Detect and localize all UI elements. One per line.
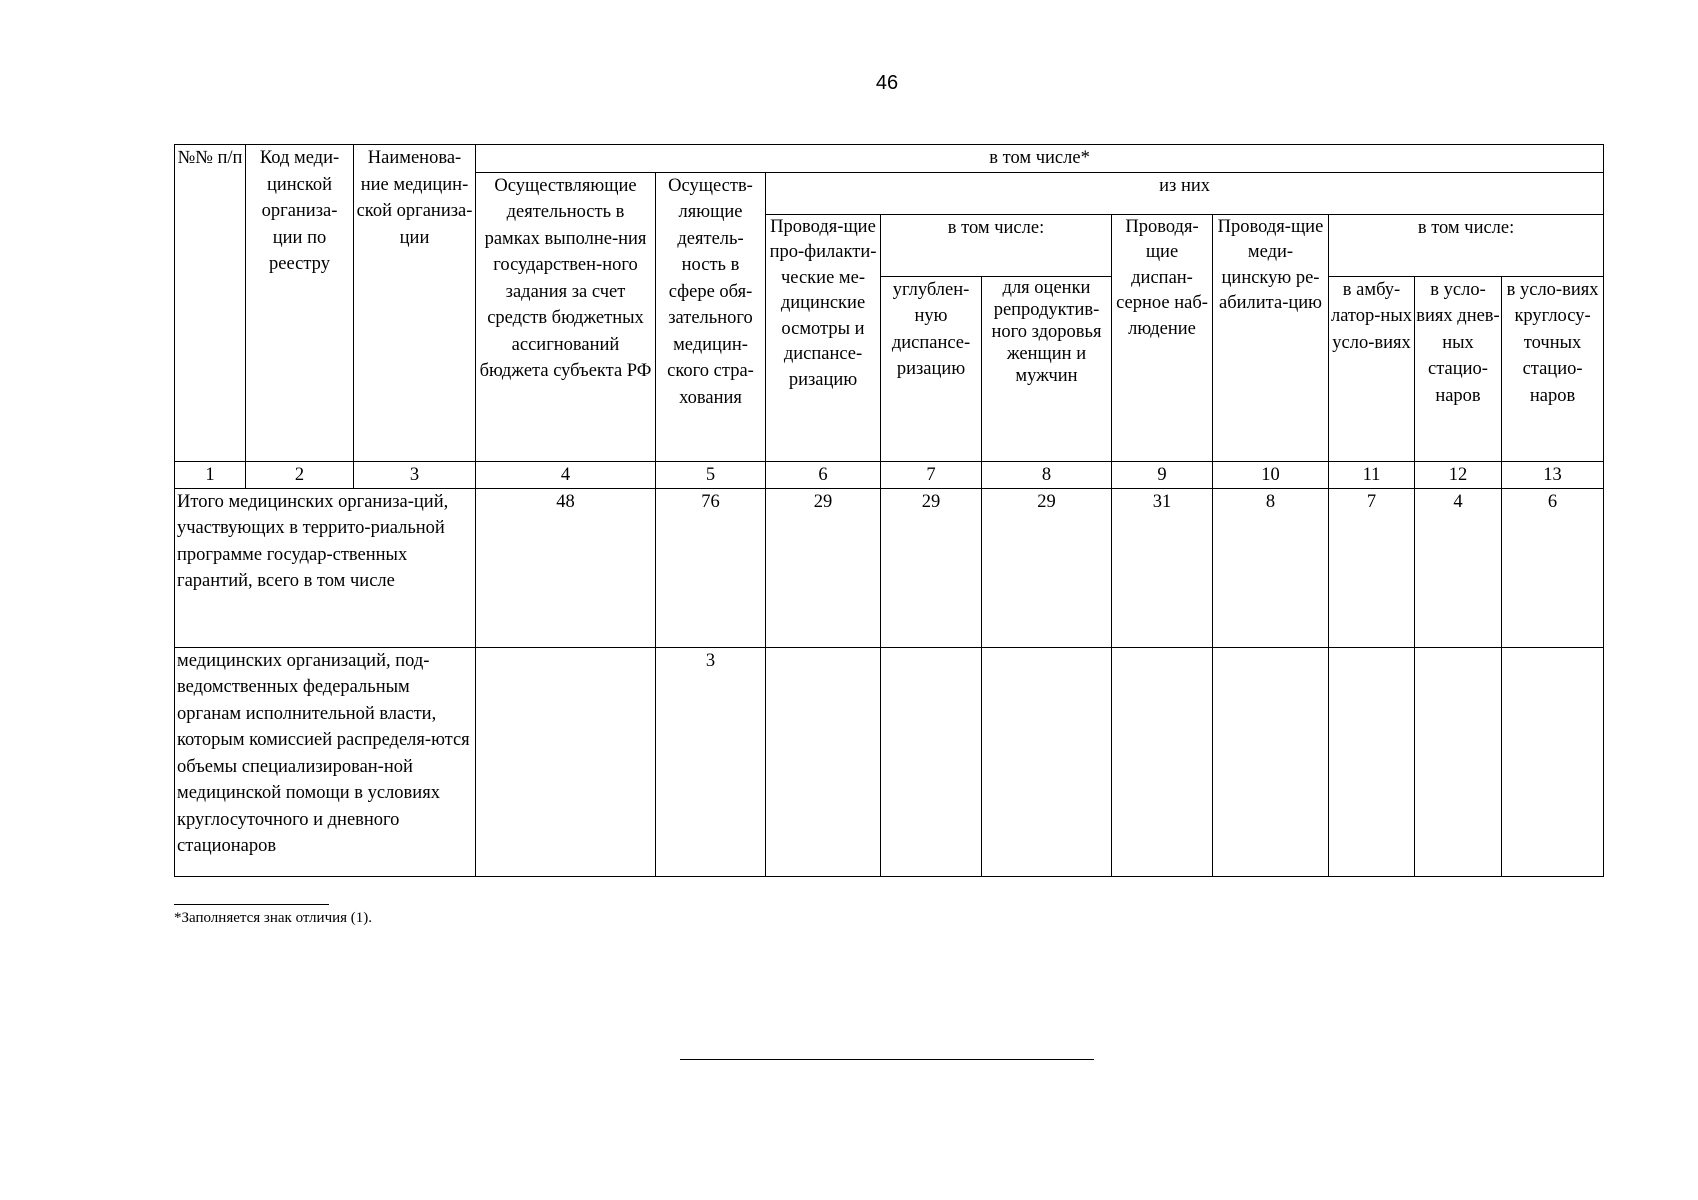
row-label: Итого медицинских организа-ций, участвующих в террито-риальной программе государ-ственных гарантий, всего в том числе: [175, 488, 476, 647]
header-row-1: [175, 145, 1604, 173]
header-day-hospital: в усло-виях днев-ных стацио-наров: [1415, 276, 1502, 461]
header-rehabilitation: Проводя-щие меди-цинскую ре-абилита-цию: [1213, 214, 1329, 461]
table-cell: [1112, 647, 1213, 876]
column-number-row: [175, 461, 1604, 488]
column-number: 7: [881, 461, 982, 488]
table-cell: 7: [1329, 488, 1415, 647]
column-number: 9: [1112, 461, 1213, 488]
header-including-b: в том числе:: [1329, 214, 1604, 276]
header-including-a: в том числе:: [881, 214, 1112, 276]
column-number: 11: [1329, 461, 1415, 488]
header-dispensary: Проводя-щие диспан-серное наб-людение: [1112, 214, 1213, 461]
end-divider: [680, 1059, 1094, 1060]
column-number: 12: [1415, 461, 1502, 488]
table-cell: [476, 647, 656, 876]
header-row-number: №№ п/п: [175, 145, 246, 462]
header-prophylactic: Проводя-щие про-филакти-ческие ме-дицинские осмотры и диспансе-ризацию: [766, 214, 881, 461]
table-cell: 29: [982, 488, 1112, 647]
column-number: 5: [656, 461, 766, 488]
header-reproductive: для оценки репродуктив-ного здоровья женщин и мужчин: [982, 276, 1112, 461]
header-including: в том числе*: [476, 145, 1604, 173]
table-cell: [1213, 647, 1329, 876]
header-round-clock: в усло-виях круглосу-точных стацио-наров: [1502, 276, 1604, 461]
header-of-them: из них: [766, 172, 1604, 214]
table-cell: 48: [476, 488, 656, 647]
column-number: 8: [982, 461, 1112, 488]
table-cell: [1329, 647, 1415, 876]
table-cell: 31: [1112, 488, 1213, 647]
header-org-code: Код меди-цинской организа-ции по реестру: [246, 145, 354, 462]
column-number: 1: [175, 461, 246, 488]
footnote-divider: [174, 904, 329, 905]
column-number: 3: [354, 461, 476, 488]
header-org-name: Наименова-ние медицин-ской организа-ции: [354, 145, 476, 462]
table-cell: 3: [656, 647, 766, 876]
column-number: 6: [766, 461, 881, 488]
footnote: *Заполняется знак отличия (1).: [174, 910, 373, 926]
table-row: [175, 488, 1604, 647]
table-cell: 8: [1213, 488, 1329, 647]
table-cell: 4: [1415, 488, 1502, 647]
table-cell: 6: [1502, 488, 1604, 647]
column-number: 4: [476, 461, 656, 488]
table-cell: [982, 647, 1112, 876]
table-cell: 29: [766, 488, 881, 647]
table-cell: [881, 647, 982, 876]
header-state-task: Осуществляющие деятельность в рамках выполне-ния государствен-ного задания за счет средств бюджетных ассигнований бюджета субъекта РФ: [476, 172, 656, 461]
column-number: 13: [1502, 461, 1604, 488]
table-cell: [766, 647, 881, 876]
header-outpatient: в амбу-латор-ных усло-виях: [1329, 276, 1415, 461]
page-number: 46: [875, 72, 899, 94]
row-label: медицинских организаций, под-ведомственных федеральным органам исполнительной власти, которым комиссией распределя-ются объемы специализирован-ной медицинской помощи в условиях круглосуточного и дневного стационаров: [175, 647, 476, 876]
report-table: [174, 144, 1604, 877]
header-oms: Осуществ-ляющие деятель-ность в сфере обя-зательного медицин-ского стра-хования: [656, 172, 766, 461]
table-cell: [1415, 647, 1502, 876]
column-number: 2: [246, 461, 354, 488]
column-number: 10: [1213, 461, 1329, 488]
header-in-depth: углублен-ную диспансе-ризацию: [881, 276, 982, 461]
table-row: [175, 647, 1604, 876]
table-cell: 29: [881, 488, 982, 647]
table-cell: [1502, 647, 1604, 876]
table-cell: 76: [656, 488, 766, 647]
